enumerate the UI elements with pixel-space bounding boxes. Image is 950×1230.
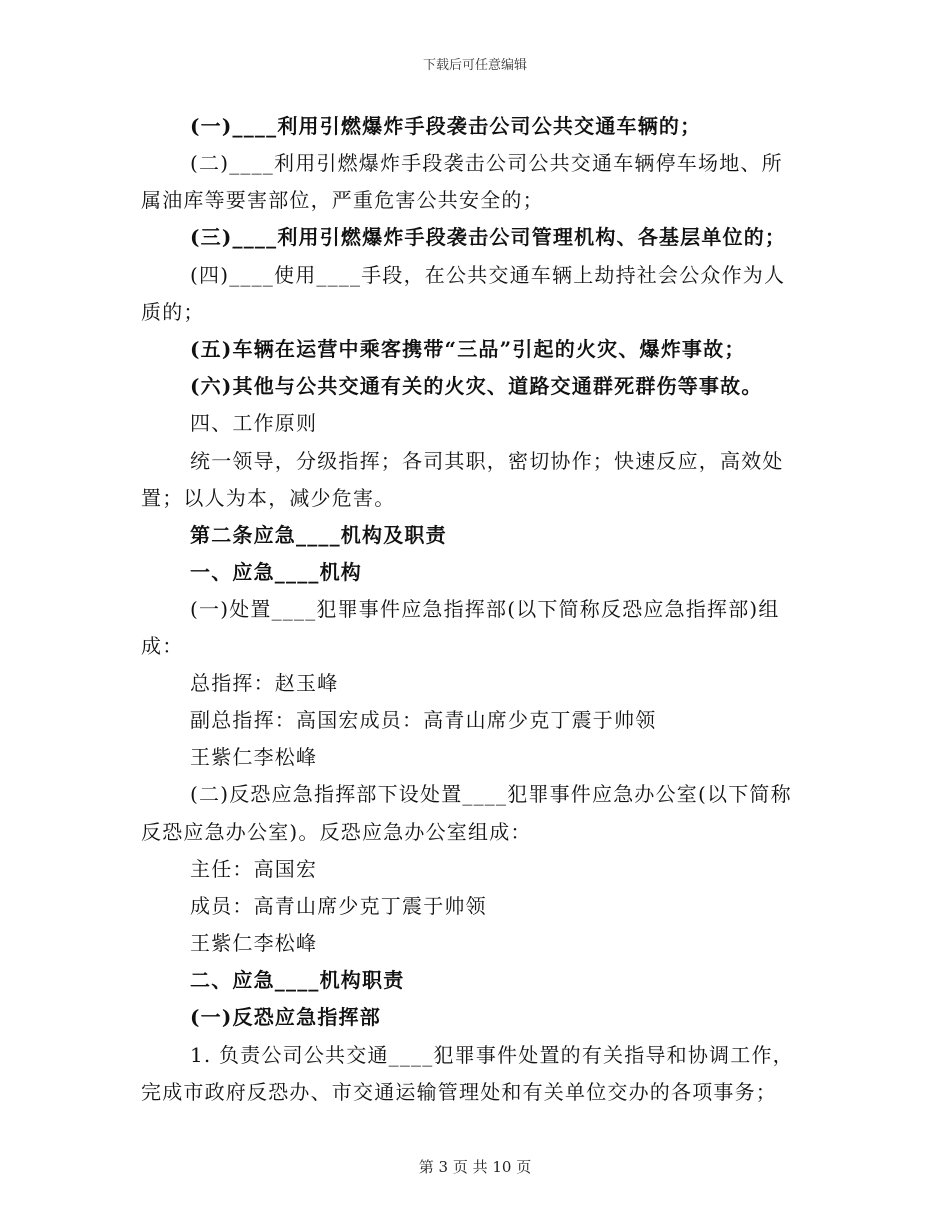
section-heading: 二、应急____机构职责 <box>190 968 405 992</box>
paragraph-line: (二)反恐应急指挥部下设处置____犯罪事件应急办公室(以下简称 <box>190 782 792 806</box>
paragraph-line: 统一领导，分级指挥；各司其职，密切协作；快速反应，高效处 <box>190 449 784 473</box>
paragraph-line: 1. 负责公司公共交通____犯罪事件处置的有关指导和协调工作， <box>190 1043 794 1067</box>
page-header: 下载后可任意编辑 <box>422 58 527 73</box>
paragraph-line: 完成市政府反恐办、市交通运输管理处和有关单位交办的各项事务； <box>141 1080 777 1104</box>
paragraph-line: 质的； <box>141 300 205 324</box>
paragraph-line: 属油库等要害部位，严重危害公共安全的； <box>141 188 544 212</box>
subsection-heading: (一)反恐应急指挥部 <box>190 1005 381 1029</box>
paragraph-line: (五)车辆在运营中乘客携带“三品”引起的火灾、爆炸事故； <box>190 337 746 361</box>
paragraph-line: (一)处置____犯罪事件应急指挥部(以下简称反恐应急指挥部)组 <box>190 597 780 621</box>
paragraph-line: (三)____利用引燃爆炸手段袭击公司管理机构、各基层单位的； <box>190 225 787 249</box>
section-heading: 四、工作原则 <box>190 411 318 435</box>
paragraph-line: 王紫仁李松峰 <box>190 745 318 769</box>
paragraph-line: 置；以人为本，减少危害。 <box>141 486 396 510</box>
paragraph-line: 主任：高国宏 <box>190 857 318 881</box>
paragraph-line: (四)____使用____手段，在公共交通车辆上劫持社会公众作为人 <box>190 263 786 287</box>
paragraph-line: 反恐应急办公室)。反恐应急办公室组成： <box>141 820 532 844</box>
paragraph-line: 副总指挥：高国宏成员：高青山席少克丁震于帅领 <box>190 708 657 732</box>
paragraph-line: 王紫仁李松峰 <box>190 931 318 955</box>
paragraph-line: 总指挥：赵玉峰 <box>190 671 339 695</box>
paragraph-line: (六)其他与公共交通有关的火灾、道路交通群死群伤等事故。 <box>190 374 763 398</box>
paragraph-line: (二)____利用引燃爆炸手段袭击公司公共交通车辆停车场地、所 <box>190 151 783 175</box>
article-heading: 第二条应急____机构及职责 <box>190 523 447 547</box>
paragraph-line: 成员：高青山席少克丁震于帅领 <box>190 894 487 918</box>
section-heading: 一、应急____机构 <box>190 560 362 584</box>
paragraph-line: 成： <box>141 634 184 658</box>
page-footer: 第 3 页 共 10 页 <box>418 1158 532 1176</box>
paragraph-line: (一)____利用引燃爆炸手段袭击公司公共交通车辆的； <box>190 114 702 138</box>
